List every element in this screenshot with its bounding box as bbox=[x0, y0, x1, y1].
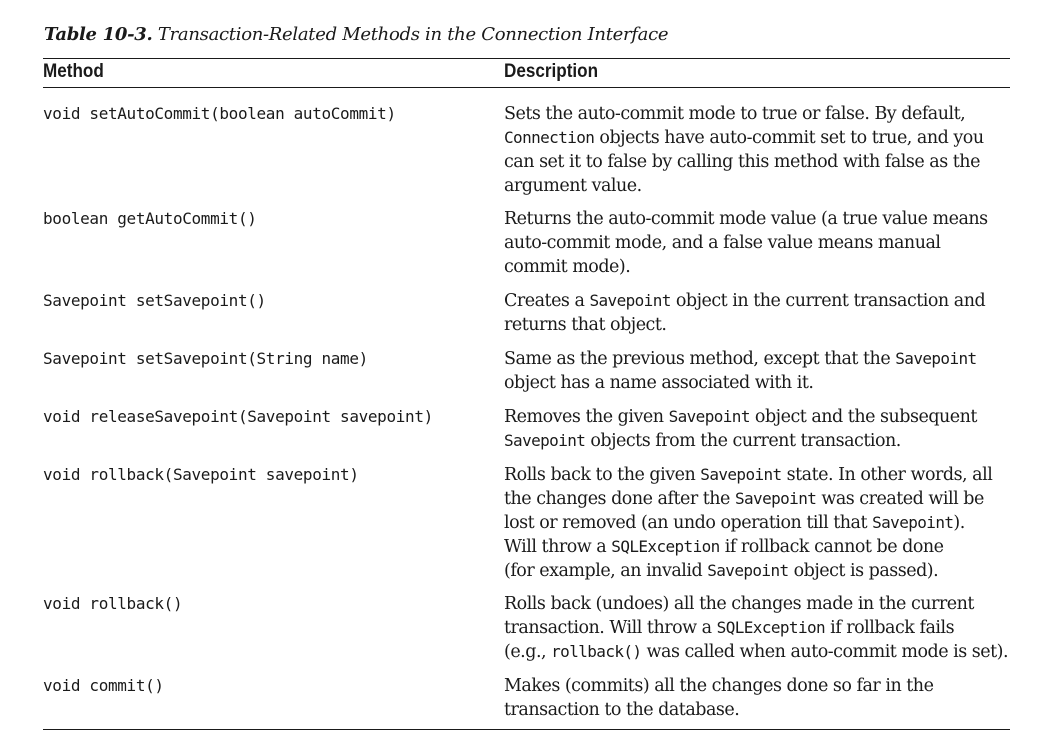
description-text: object is passed). bbox=[788, 561, 939, 581]
inline-code: rollback() bbox=[551, 642, 642, 661]
description-line bbox=[504, 313, 1004, 337]
description-line bbox=[504, 487, 1004, 511]
description-text: objects have auto-commit set to true, and you bbox=[594, 128, 984, 148]
method-signature: Savepoint setSavepoint() bbox=[43, 291, 266, 310]
description-text: Makes (commits) all the changes done so far in the bbox=[504, 676, 934, 696]
description-text: can set it to false by calling this method with false as the bbox=[504, 152, 980, 172]
inline-code: Savepoint bbox=[872, 513, 954, 532]
inline-code: Connection bbox=[504, 128, 595, 147]
description-line bbox=[504, 405, 1004, 429]
description-text: Will throw a bbox=[504, 537, 612, 557]
description-line bbox=[504, 640, 1009, 664]
table-number: Table 10-3. bbox=[44, 24, 153, 45]
description-text: the changes done after the bbox=[504, 489, 735, 509]
description-line bbox=[504, 347, 1004, 371]
description-line bbox=[504, 429, 1004, 453]
description-text: transaction. Will throw a bbox=[504, 618, 717, 638]
description-text: Same as the previous method, except that the bbox=[504, 349, 896, 369]
header-rule bbox=[43, 87, 1010, 88]
description-text: objects from the current transaction. bbox=[585, 431, 901, 451]
method-description bbox=[504, 289, 1004, 337]
description-line bbox=[504, 463, 1004, 487]
description-line bbox=[504, 559, 1004, 583]
inline-code: Savepoint bbox=[589, 291, 671, 310]
description-text: Rolls back to the given bbox=[504, 465, 701, 485]
description-text: if rollback fails bbox=[825, 618, 955, 638]
description-line bbox=[504, 231, 1004, 255]
description-line bbox=[504, 616, 1004, 640]
description-text: if rollback cannot be done bbox=[719, 537, 944, 557]
description-line bbox=[504, 174, 1004, 198]
bottom-rule bbox=[43, 729, 1010, 730]
method-signature: void setAutoCommit(boolean autoCommit) bbox=[43, 104, 396, 123]
description-line bbox=[504, 207, 1004, 231]
method-signature: Savepoint setSavepoint(String name) bbox=[43, 349, 368, 368]
inline-code: SQLException bbox=[716, 618, 826, 637]
method-description bbox=[504, 674, 1004, 722]
description-text: lost or removed (an undo operation till that bbox=[504, 513, 873, 533]
description-text: Removes the given bbox=[504, 407, 669, 427]
method-signature: void commit() bbox=[43, 676, 164, 695]
inline-code: Savepoint bbox=[700, 465, 782, 484]
description-text: (e.g., bbox=[504, 642, 552, 662]
inline-code: Savepoint bbox=[707, 561, 789, 580]
method-signature: void rollback(Savepoint savepoint) bbox=[43, 465, 359, 484]
description-text: Creates a bbox=[504, 291, 590, 311]
description-line bbox=[504, 150, 1004, 174]
description-line bbox=[504, 371, 1004, 395]
description-line bbox=[504, 255, 1004, 279]
description-text: argument value. bbox=[504, 176, 642, 196]
description-text: Sets the auto-commit mode to true or false. By default, bbox=[504, 104, 966, 124]
description-line bbox=[504, 102, 1004, 126]
description-text: object in the current transaction and bbox=[670, 291, 986, 311]
inline-code: Savepoint bbox=[504, 431, 586, 450]
description-line bbox=[504, 535, 1004, 559]
description-text: object has a name associated with it. bbox=[504, 373, 814, 393]
inline-code: Savepoint bbox=[895, 349, 977, 368]
top-rule bbox=[43, 58, 1010, 59]
method-description bbox=[504, 405, 1004, 453]
method-description bbox=[504, 463, 1004, 583]
method-signature: void rollback() bbox=[43, 594, 183, 613]
description-text: Returns the auto-commit mode value (a true value means bbox=[504, 209, 988, 229]
description-line bbox=[504, 511, 1004, 535]
description-line bbox=[504, 674, 1004, 698]
description-text: (for example, an invalid bbox=[504, 561, 708, 581]
description-line bbox=[504, 592, 1004, 616]
description-text: transaction to the database. bbox=[504, 700, 740, 720]
description-line bbox=[504, 698, 1004, 722]
inline-code: Savepoint bbox=[668, 407, 750, 426]
inline-code: SQLException bbox=[611, 537, 720, 556]
description-text: was called when auto-commit mode is set). bbox=[641, 642, 1009, 662]
description-line bbox=[504, 126, 1004, 150]
method-description bbox=[504, 592, 1009, 664]
description-line bbox=[504, 289, 1004, 313]
description-text: state. In other words, all bbox=[781, 465, 993, 485]
method-description bbox=[504, 102, 1004, 198]
method-signature: boolean getAutoCommit() bbox=[43, 209, 257, 228]
description-column-header: Description bbox=[504, 61, 599, 82]
description-text: ). bbox=[953, 513, 965, 533]
description-text: commit mode). bbox=[504, 257, 631, 277]
description-text: auto-commit mode, and a false value means manual bbox=[504, 233, 941, 253]
inline-code: Savepoint bbox=[734, 489, 817, 508]
method-description bbox=[504, 207, 1004, 279]
method-signature: void releaseSavepoint(Savepoint savepoint) bbox=[43, 407, 433, 426]
description-text: returns that object. bbox=[504, 315, 667, 335]
description-text: was created will be bbox=[816, 489, 984, 509]
table-title: Transaction-Related Methods in the Connection Interface bbox=[157, 24, 669, 45]
method-description bbox=[504, 347, 1004, 395]
description-text: Rolls back (undoes) all the changes made in the current bbox=[504, 594, 974, 614]
table-caption bbox=[44, 24, 668, 45]
method-column-header: Method bbox=[43, 61, 104, 82]
description-text: object and the subsequent bbox=[749, 407, 977, 427]
